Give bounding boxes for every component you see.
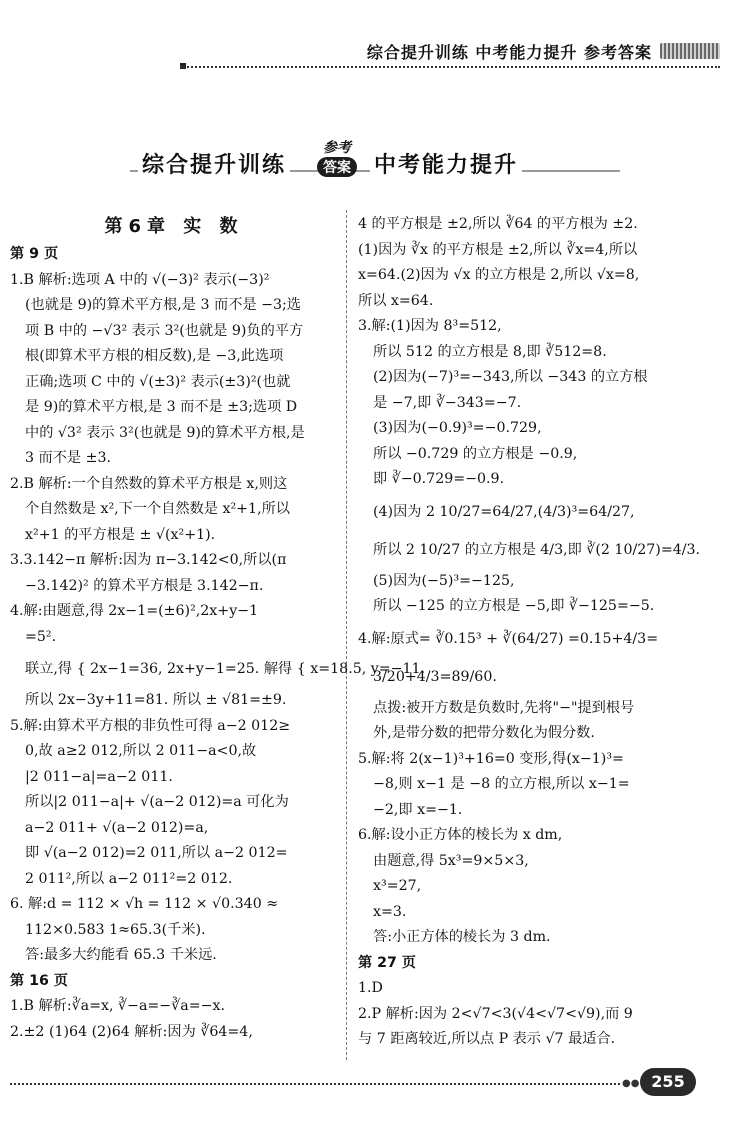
text-line: 是 9)的算术平方根,是 3 而不是 ±3;选项 D [25,399,298,415]
text-line: 1.B 解析:∛a=x, ∛−a=−∛a=−x. [10,998,225,1014]
banner-left-title: 综合提升训练 [138,148,290,179]
text-line: 2.±2 (1)64 (2)64 解析:因为 ∛64=4, [10,1023,253,1040]
section-banner [130,140,620,186]
text-line: 即 ∛−0.729=−0.9. [373,471,505,487]
text-line: 所以 2x−3y+11=81. 所以 ± √81=±9. [25,692,287,708]
text-line: 根(即算术平方根的相反数),是 −3,此选项 [25,348,284,364]
text-line: 中的 √3² 表示 3²(也就是 9)的算术平方根,是 [25,424,305,441]
text-line: −2,即 x=−1. [373,801,463,818]
text-line: 所以 512 的立方根是 8,即 ∛512=8. [373,343,607,360]
text-line: 6. 解:d = 112 × √h = 112 × √0.340 ≈ [10,896,279,912]
header-rule [180,66,720,68]
text-line: |2 011−a|=a−2 011. [25,768,173,785]
text-line: a−2 011+ √(a−2 012)=a, [25,819,209,836]
text-line: 点拨:被开方数是负数时,先将"−"提到根号 [373,699,635,716]
text-line: −8,则 x−1 是 −8 的立方根,所以 x−1= [373,776,630,792]
text-line: 即 √(a−2 012)=2 011,所以 a−2 012= [25,845,288,861]
text-line: 3.解:(1)因为 8³=512, [358,318,502,334]
text-line: 1.D [358,980,383,996]
text-line: 联立,得 { 2x−1=36, 2x+y−1=25. 解得 { x=18.5, y=−11. [25,661,426,677]
text-line: 112×0.583 1≈65.3(千米). [25,921,206,938]
footer-rule [10,1083,620,1085]
page-number: 255 [640,1068,696,1096]
text-line: 5.解:将 2(x−1)³+16=0 变形,得(x−1)³= [358,750,624,767]
text-line: =5². [25,628,57,645]
right-column [358,212,730,1053]
text-line: x³=27, [373,878,422,894]
text-line: 项 B 中的 −√3² 表示 3²(也就是 9)负的平方 [25,322,304,339]
text-line: 所以 −0.729 的立方根是 −0.9, [373,445,578,462]
text-line: −3.142)² 的算术平方根是 3.142−π. [25,577,264,594]
text-line: 2.P 解析:因为 2<√7<3(√4<√7<√9),而 9 [358,1005,633,1022]
text-line: 6.解:设小正方体的棱长为 x dm, [358,827,563,843]
running-header [367,36,720,66]
text-line: 答:小正方体的棱长为 3 dm. [373,929,551,945]
text-line: (4)因为 2 10/27=64/27,(4/3)³=64/27, [373,503,635,520]
text-line: 所以 −125 的立方根是 −5,即 ∛−125=−5. [373,598,655,614]
text-line: 0,故 a≥2 012,所以 2 011−a<0,故 [25,743,257,759]
text-line: 正确;选项 C 中的 √(±3)² 表示(±3)²(也就 [25,373,291,390]
section-heading: 第 27 页 [358,954,416,971]
seal-top-text: 参考 [323,140,351,156]
text-line: 与 7 距离较近,所以点 P 表示 √7 最适合. [358,1031,616,1047]
text-line: 所以|2 011−a|+ √(a−2 012)=a 可化为 [25,794,289,810]
text-line: 外,是带分数的把带分数化为假分数. [373,725,595,741]
text-line: x=64.(2)因为 √x 的立方根是 2,所以 √x=8, [358,267,640,283]
text-line: 是 −7,即 ∛−343=−7. [373,394,522,411]
header-decoration [660,43,720,59]
text-line: (5)因为(−5)³=−125, [373,572,515,589]
text-line: 4.解:原式= ∛0.15³ + ∛(64/27) =0.15+4/3= [358,630,659,647]
text-line: 3.3.142−π 解析:因为 π−3.142<0,所以(π [10,552,287,568]
text-line: (3)因为(−0.9)³=−0.729, [373,420,542,436]
text-line: x=3. [373,903,407,920]
chapter-title: 第6章 实 数 [104,216,244,237]
text-line: 5.解:由算术平方根的非负性可得 a−2 012≥ [10,717,291,734]
banner-right-title: 中考能力提升 [370,148,522,179]
section-heading: 第 16 页 [10,972,68,989]
text-line: (2)因为(−7)³=−343,所以 −343 的立方根 [373,369,648,385]
text-line: 2.B 解析:一个自然数的算术平方根是 x,则这 [10,475,288,492]
text-line: 2 011²,所以 a−2 011²=2 012. [25,870,233,887]
text-line: 4 的平方根是 ±2,所以 ∛64 的平方根为 ±2. [358,216,638,232]
answer-seal [308,134,366,180]
text-line: 3/20+4/3=89/60. [373,668,497,685]
text-line: 1.B 解析:选项 A 中的 √(−3)² 表示(−3)² [10,271,270,288]
text-line: 所以 2 10/27 的立方根是 4/3,即 ∛(2 10/27)=4/3. [373,541,701,558]
running-header-title: 综合提升训练 中考能力提升 参考答案 [366,42,652,62]
text-line: x²+1 的平方根是 ± √(x²+1). [25,526,216,543]
text-line: 4.解:由题意,得 2x−1=(±6)²,2x+y−1 [10,603,259,619]
section-heading: 第 9 页 [10,246,59,262]
column-divider [346,210,347,1060]
seal-bottom-text: 答案 [317,157,357,177]
text-line: 3 而不是 ±3. [25,450,112,466]
text-line: 由题意,得 5x³=9×5×3, [373,852,529,869]
text-line: 个自然数是 x²,下一个自然数是 x²+1,所以 [25,501,290,517]
text-line: (1)因为 ∛x 的平方根是 ±2,所以 ∛x=4,所以 [358,241,638,258]
text-line: (也就是 9)的算术平方根,是 3 而不是 −3;选 [25,297,301,313]
text-line: 所以 x=64. [358,292,434,309]
footer-dots: ●● [622,1078,640,1089]
text-line: 答:最多大约能看 65.3 千米远. [25,947,217,963]
